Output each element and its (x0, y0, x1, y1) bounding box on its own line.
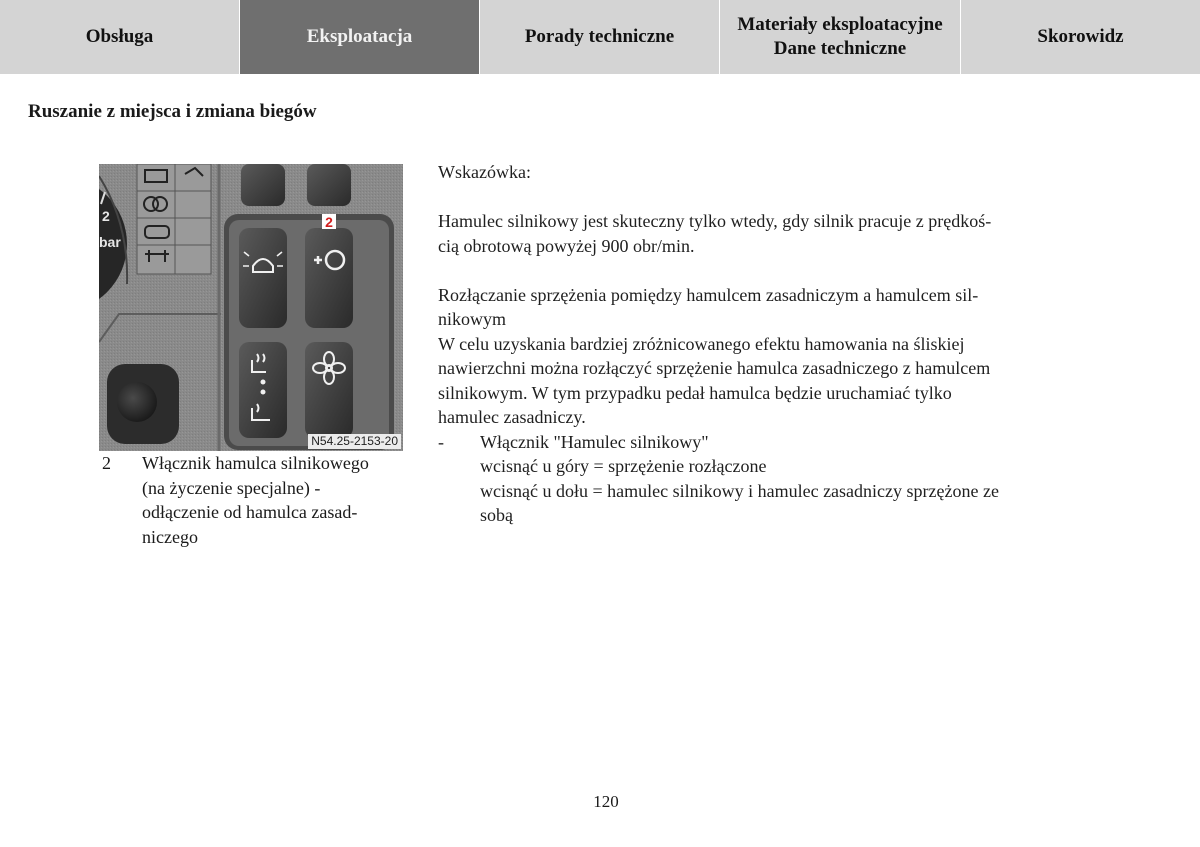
caption-line: (na życzenie specjalne) - (142, 477, 321, 498)
page-number: 120 (593, 792, 619, 811)
bullet-line: sobą (480, 505, 513, 525)
tab-label-line2: Dane techniczne (773, 38, 907, 59)
top-nav (0, 0, 1200, 74)
tab-label-line1: Materiały eksploatacyjne (737, 14, 943, 35)
paragraph-line: Hamulec silnikowy jest skuteczny tylko wtedy, gdy silnik pracuje z prędkoś- (438, 211, 992, 231)
gauge-label-bar: bar (99, 234, 121, 250)
caption-number: 2 (102, 453, 111, 473)
body-text (438, 160, 1078, 528)
switch-panel-illustration (99, 164, 403, 451)
paragraph-line: hamulec zasadniczy. (438, 407, 586, 427)
tab-label: Porady techniczne (524, 26, 675, 47)
bullet-item (438, 430, 1078, 528)
bullet-line: wcisnąć u dołu = hamulec silnikowy i hamulec zasadniczy sprzężone ze (480, 480, 999, 501)
tab-porady-techniczne[interactable] (480, 0, 720, 74)
paragraph-line: Rozłączanie sprzężenia pomiędzy hamulcem zasadniczym a hamulcem sil- (438, 284, 979, 305)
gauge-label-2: 2 (102, 208, 110, 224)
dashboard-photo (99, 164, 403, 451)
paragraph-line: silnikowym. W tym przypadku pedał hamulca będzie uruchamiać tylko (438, 382, 952, 403)
note-label: Wskazówka: (438, 162, 531, 182)
bullet-dash: - (438, 431, 444, 452)
paragraph-line: W celu uzyskania bardziej zróżnicowanego efektu hamowania na śliskiej (438, 333, 965, 354)
tab-materialy-dane[interactable] (720, 0, 961, 74)
rotary-knob[interactable] (117, 382, 157, 422)
tab-skorowidz[interactable] (961, 0, 1200, 74)
rocker-fan[interactable] (305, 342, 353, 438)
tab-obsluga[interactable] (0, 0, 240, 74)
section-title: Ruszanie z miejsca i zmiana biegów (28, 101, 317, 122)
paragraph-line: nawierzchni można rozłączyć sprzężenie hamulca zasadniczego z hamulcem (438, 358, 991, 378)
rocker-hazard-lamp[interactable] (239, 228, 287, 328)
tab-label: Eksploatacja (306, 26, 413, 47)
indicator-lamps (137, 164, 211, 274)
paragraph-line: cią obrotową powyżej 900 obr/min. (438, 235, 695, 256)
caption-line: odłączenie od hamulca zasad- (142, 502, 358, 522)
caption-line: niczego (142, 526, 198, 547)
bullet-line: Włącznik "Hamulec silnikowy" (480, 431, 709, 452)
bullet-line: wcisnąć u góry = sprzężenie rozłączone (480, 456, 767, 476)
paragraph-line: nikowym (438, 309, 507, 329)
figure-code: N54.25-2153-20 (308, 434, 401, 449)
rocker-engine-brake[interactable] (305, 228, 353, 328)
tab-label: Obsługa (85, 26, 154, 47)
caption-line: Włącznik hamulca silnikowego (142, 453, 369, 473)
tab-eksploatacja[interactable] (240, 0, 480, 74)
callout-number: 2 (325, 214, 333, 230)
tab-label: Skorowidz (1037, 26, 1124, 47)
